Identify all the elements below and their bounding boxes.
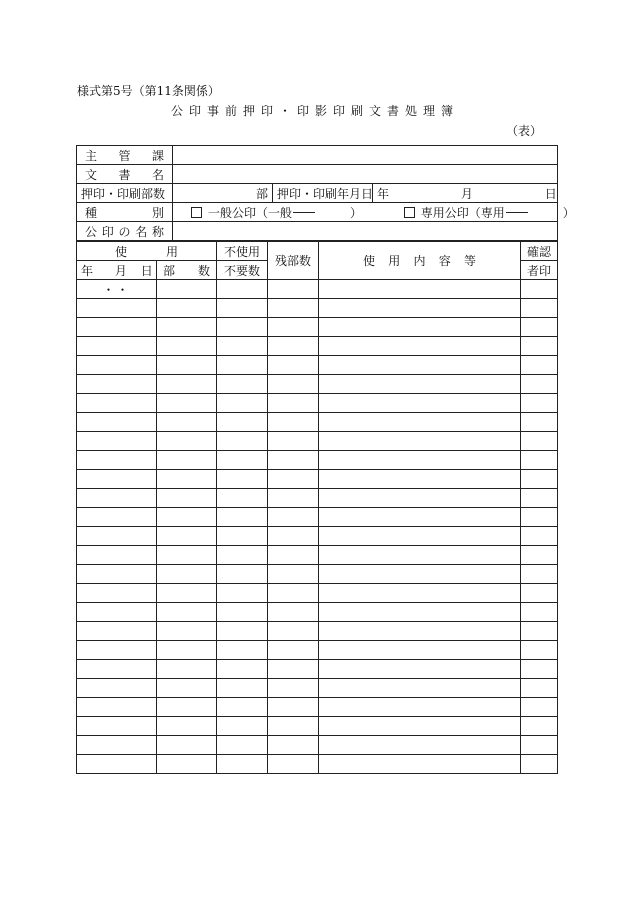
- confirm-cell[interactable]: [521, 565, 558, 584]
- copies-cell[interactable]: [157, 470, 217, 489]
- table-row: [77, 527, 558, 546]
- confirm-cell[interactable]: [521, 318, 558, 337]
- table-row: [77, 280, 558, 299]
- log-body: [77, 280, 558, 774]
- copies-cell[interactable]: [157, 717, 217, 736]
- unused-cell[interactable]: [217, 679, 268, 698]
- copies-unit: 部: [255, 186, 268, 201]
- type-row: [77, 203, 558, 222]
- unused-cell[interactable]: [217, 508, 268, 527]
- unused-cell[interactable]: [217, 736, 268, 755]
- copies-cell[interactable]: [157, 565, 217, 584]
- content-cell[interactable]: [319, 717, 521, 736]
- content-cell[interactable]: [319, 622, 521, 641]
- remaining-cell[interactable]: [268, 394, 319, 413]
- table-row: [77, 489, 558, 508]
- dash-line: [293, 212, 315, 213]
- month-unit: 月: [460, 186, 473, 201]
- general-seal-checkbox[interactable]: [191, 207, 202, 218]
- content-cell[interactable]: [319, 660, 521, 679]
- date-cell[interactable]: ・・: [77, 280, 157, 299]
- confirm-header-bottom: 者印: [521, 261, 558, 280]
- copies-subheader: 部数: [157, 261, 217, 280]
- type-label: 種別: [77, 203, 173, 222]
- date-cell[interactable]: [77, 698, 157, 717]
- content-cell[interactable]: [319, 546, 521, 565]
- table-row: [77, 546, 558, 565]
- table-row: [77, 356, 558, 375]
- unused-header-top: 不使用: [217, 242, 268, 261]
- unused-cell[interactable]: [217, 451, 268, 470]
- copies-cell[interactable]: [157, 641, 217, 660]
- copies-cell[interactable]: [157, 318, 217, 337]
- copies-cell[interactable]: [157, 394, 217, 413]
- content-header: 使用内容等: [319, 242, 521, 280]
- content-cell[interactable]: [319, 489, 521, 508]
- seal-name-label: 公印の名称: [77, 222, 173, 241]
- table-row: [77, 641, 558, 660]
- special-seal-close: ）: [562, 205, 575, 220]
- unused-cell[interactable]: [217, 375, 268, 394]
- log-header-row-1: [77, 242, 558, 261]
- info-table: [76, 145, 575, 241]
- content-cell[interactable]: [319, 736, 521, 755]
- confirm-cell[interactable]: [521, 698, 558, 717]
- department-row: [77, 146, 558, 165]
- date-subheader: [77, 261, 157, 280]
- unused-cell[interactable]: [217, 717, 268, 736]
- remaining-cell[interactable]: [268, 755, 319, 774]
- date-cell[interactable]: [77, 356, 157, 375]
- copies-cell[interactable]: [157, 508, 217, 527]
- date-sub-month: 月: [114, 263, 127, 278]
- confirm-cell[interactable]: [521, 736, 558, 755]
- date-cell[interactable]: [77, 318, 157, 337]
- copies-cell[interactable]: [157, 660, 217, 679]
- table-row: [77, 299, 558, 318]
- dash-line: [506, 212, 528, 213]
- seal-name-field[interactable]: [173, 222, 558, 241]
- date-cell[interactable]: [77, 717, 157, 736]
- table-row: [77, 451, 558, 470]
- remaining-cell[interactable]: [268, 717, 319, 736]
- date-cell[interactable]: [77, 470, 157, 489]
- copies-cell[interactable]: [157, 375, 217, 394]
- unused-cell[interactable]: [217, 565, 268, 584]
- copies-cell[interactable]: [157, 546, 217, 565]
- table-row: [77, 736, 558, 755]
- print-date-label: 押印・印刷年月日: [273, 184, 373, 203]
- table-row: [77, 603, 558, 622]
- confirm-cell[interactable]: [521, 299, 558, 318]
- confirm-cell[interactable]: [521, 470, 558, 489]
- table-row: [77, 565, 558, 584]
- unused-header-bottom: 不要数: [217, 261, 268, 280]
- content-cell[interactable]: [319, 584, 521, 603]
- use-header: 使用: [77, 242, 217, 261]
- document-row: [77, 165, 558, 184]
- copies-cell[interactable]: [157, 584, 217, 603]
- copies-cell[interactable]: [157, 603, 217, 622]
- confirm-cell[interactable]: [521, 489, 558, 508]
- remaining-cell[interactable]: [268, 679, 319, 698]
- date-cell[interactable]: [77, 622, 157, 641]
- unused-cell[interactable]: [217, 337, 268, 356]
- type-field: [173, 203, 575, 222]
- content-cell[interactable]: [319, 337, 521, 356]
- copies-cell[interactable]: [157, 755, 217, 774]
- date-cell[interactable]: [77, 584, 157, 603]
- table-row: [77, 375, 558, 394]
- confirm-cell[interactable]: [521, 546, 558, 565]
- confirm-cell[interactable]: [521, 356, 558, 375]
- confirm-cell[interactable]: [521, 717, 558, 736]
- content-cell[interactable]: [319, 451, 521, 470]
- content-cell[interactable]: [319, 641, 521, 660]
- date-cell[interactable]: [77, 660, 157, 679]
- content-cell[interactable]: [319, 280, 521, 299]
- confirm-cell[interactable]: [521, 432, 558, 451]
- date-cell[interactable]: [77, 299, 157, 318]
- special-seal-checkbox[interactable]: [404, 207, 415, 218]
- confirm-cell[interactable]: [521, 508, 558, 527]
- table-row: [77, 413, 558, 432]
- remaining-cell[interactable]: [268, 432, 319, 451]
- unused-cell[interactable]: [217, 413, 268, 432]
- table-row: [77, 755, 558, 774]
- date-cell[interactable]: [77, 451, 157, 470]
- form-number: 様式第5号（第11条関係）: [77, 84, 220, 98]
- confirm-cell[interactable]: [521, 755, 558, 774]
- remaining-cell[interactable]: [268, 413, 319, 432]
- content-cell[interactable]: [319, 603, 521, 622]
- date-cell[interactable]: [77, 375, 157, 394]
- remaining-cell[interactable]: [268, 546, 319, 565]
- date-cell[interactable]: [77, 489, 157, 508]
- date-cell[interactable]: [77, 413, 157, 432]
- date-cell[interactable]: [77, 736, 157, 755]
- general-seal-label: 一般公印（一般: [208, 205, 293, 220]
- content-cell[interactable]: [319, 698, 521, 717]
- date-cell[interactable]: [77, 394, 157, 413]
- table-row: [77, 508, 558, 527]
- general-seal-close: ）: [350, 205, 363, 220]
- remaining-cell[interactable]: [268, 508, 319, 527]
- table-row: [77, 584, 558, 603]
- document-name-field[interactable]: [173, 165, 558, 184]
- remaining-cell[interactable]: [268, 584, 319, 603]
- remaining-cell[interactable]: [268, 470, 319, 489]
- date-cell[interactable]: [77, 679, 157, 698]
- unused-cell[interactable]: [217, 356, 268, 375]
- remaining-cell[interactable]: [268, 698, 319, 717]
- confirm-cell[interactable]: [521, 660, 558, 679]
- table-row: [77, 394, 558, 413]
- remaining-cell[interactable]: [268, 565, 319, 584]
- copies-cell[interactable]: [157, 337, 217, 356]
- unused-cell[interactable]: [217, 470, 268, 489]
- confirm-cell[interactable]: [521, 679, 558, 698]
- unused-cell[interactable]: [217, 660, 268, 679]
- confirm-cell[interactable]: [521, 451, 558, 470]
- unused-cell[interactable]: [217, 280, 268, 299]
- content-cell[interactable]: [319, 470, 521, 489]
- department-field[interactable]: [173, 146, 558, 165]
- copies-cell[interactable]: [157, 622, 217, 641]
- content-cell[interactable]: [319, 755, 521, 774]
- remaining-cell[interactable]: [268, 603, 319, 622]
- date-cell[interactable]: [77, 565, 157, 584]
- date-cell[interactable]: [77, 432, 157, 451]
- copies-cell[interactable]: [157, 413, 217, 432]
- date-sub-year: 年: [81, 263, 94, 278]
- table-row: [77, 318, 558, 337]
- confirm-cell[interactable]: [521, 527, 558, 546]
- remaining-cell[interactable]: [268, 736, 319, 755]
- date-cell[interactable]: [77, 546, 157, 565]
- usage-log-table: [76, 241, 558, 774]
- confirm-cell[interactable]: [521, 622, 558, 641]
- table-row: [77, 679, 558, 698]
- copies-cell[interactable]: [157, 489, 217, 508]
- table-row: [77, 698, 558, 717]
- print-date-field[interactable]: [373, 184, 558, 203]
- copies-cell[interactable]: [157, 432, 217, 451]
- content-cell[interactable]: [319, 375, 521, 394]
- content-cell[interactable]: [319, 679, 521, 698]
- confirm-header-top: 確認: [521, 242, 558, 261]
- remaining-cell[interactable]: [268, 337, 319, 356]
- remaining-cell[interactable]: [268, 299, 319, 318]
- copies-cell[interactable]: [157, 736, 217, 755]
- document-title: 公印事前押印・印影印刷文書処理簿: [170, 104, 459, 118]
- content-cell[interactable]: [319, 432, 521, 451]
- remaining-cell[interactable]: [268, 622, 319, 641]
- document-name-label: 文書名: [77, 165, 173, 184]
- copies-cell[interactable]: [157, 280, 217, 299]
- unused-cell[interactable]: [217, 584, 268, 603]
- unused-cell[interactable]: [217, 527, 268, 546]
- table-row: [77, 432, 558, 451]
- content-cell[interactable]: [319, 413, 521, 432]
- year-unit: 年: [377, 186, 390, 201]
- confirm-cell[interactable]: [521, 603, 558, 622]
- remaining-cell[interactable]: [268, 318, 319, 337]
- remaining-cell[interactable]: [268, 660, 319, 679]
- remaining-cell[interactable]: [268, 527, 319, 546]
- copies-date-row: [77, 184, 558, 203]
- confirm-cell[interactable]: [521, 584, 558, 603]
- department-label: 主管課: [77, 146, 173, 165]
- confirm-cell[interactable]: [521, 337, 558, 356]
- confirm-cell[interactable]: [521, 394, 558, 413]
- copies-cell[interactable]: [157, 299, 217, 318]
- content-cell[interactable]: [319, 299, 521, 318]
- date-cell[interactable]: [77, 603, 157, 622]
- special-seal-label: 専用公印（専用: [420, 205, 505, 220]
- date-cell[interactable]: [77, 755, 157, 774]
- copies-cell[interactable]: [157, 356, 217, 375]
- copies-cell[interactable]: [157, 679, 217, 698]
- copies-cell[interactable]: [157, 698, 217, 717]
- seal-name-row: [77, 222, 558, 241]
- content-cell[interactable]: [319, 565, 521, 584]
- unused-cell[interactable]: [217, 432, 268, 451]
- table-row: [77, 470, 558, 489]
- confirm-cell[interactable]: [521, 375, 558, 394]
- confirm-cell[interactable]: [521, 280, 558, 299]
- content-cell[interactable]: [319, 394, 521, 413]
- content-cell[interactable]: [319, 356, 521, 375]
- day-unit: 日: [544, 186, 557, 201]
- content-cell[interactable]: [319, 508, 521, 527]
- remaining-cell[interactable]: [268, 489, 319, 508]
- copies-cell[interactable]: [157, 527, 217, 546]
- unused-cell[interactable]: [217, 755, 268, 774]
- copies-field[interactable]: [173, 184, 273, 203]
- content-cell[interactable]: [319, 527, 521, 546]
- table-row: [77, 717, 558, 736]
- table-row: [77, 337, 558, 356]
- date-cell[interactable]: [77, 641, 157, 660]
- content-cell[interactable]: [319, 318, 521, 337]
- date-cell[interactable]: [77, 508, 157, 527]
- remaining-header: 残部数: [268, 242, 319, 280]
- unused-cell[interactable]: [217, 546, 268, 565]
- remaining-cell[interactable]: [268, 451, 319, 470]
- remaining-cell[interactable]: [268, 375, 319, 394]
- confirm-cell[interactable]: [521, 413, 558, 432]
- unused-cell[interactable]: [217, 318, 268, 337]
- table-row: [77, 622, 558, 641]
- unused-cell[interactable]: [217, 641, 268, 660]
- remaining-cell[interactable]: [268, 641, 319, 660]
- unused-cell[interactable]: [217, 299, 268, 318]
- confirm-cell[interactable]: [521, 641, 558, 660]
- unused-cell[interactable]: [217, 489, 268, 508]
- remaining-cell[interactable]: [268, 280, 319, 299]
- copies-cell[interactable]: [157, 451, 217, 470]
- table-row: [77, 660, 558, 679]
- unused-cell[interactable]: [217, 622, 268, 641]
- unused-cell[interactable]: [217, 603, 268, 622]
- remaining-cell[interactable]: [268, 356, 319, 375]
- date-sub-day: 日: [140, 263, 153, 278]
- date-cell[interactable]: [77, 527, 157, 546]
- unused-cell[interactable]: [217, 698, 268, 717]
- copies-label: 押印・印刷部数: [77, 184, 173, 203]
- unused-cell[interactable]: [217, 394, 268, 413]
- side-mark: （表）: [505, 124, 542, 138]
- date-cell[interactable]: [77, 337, 157, 356]
